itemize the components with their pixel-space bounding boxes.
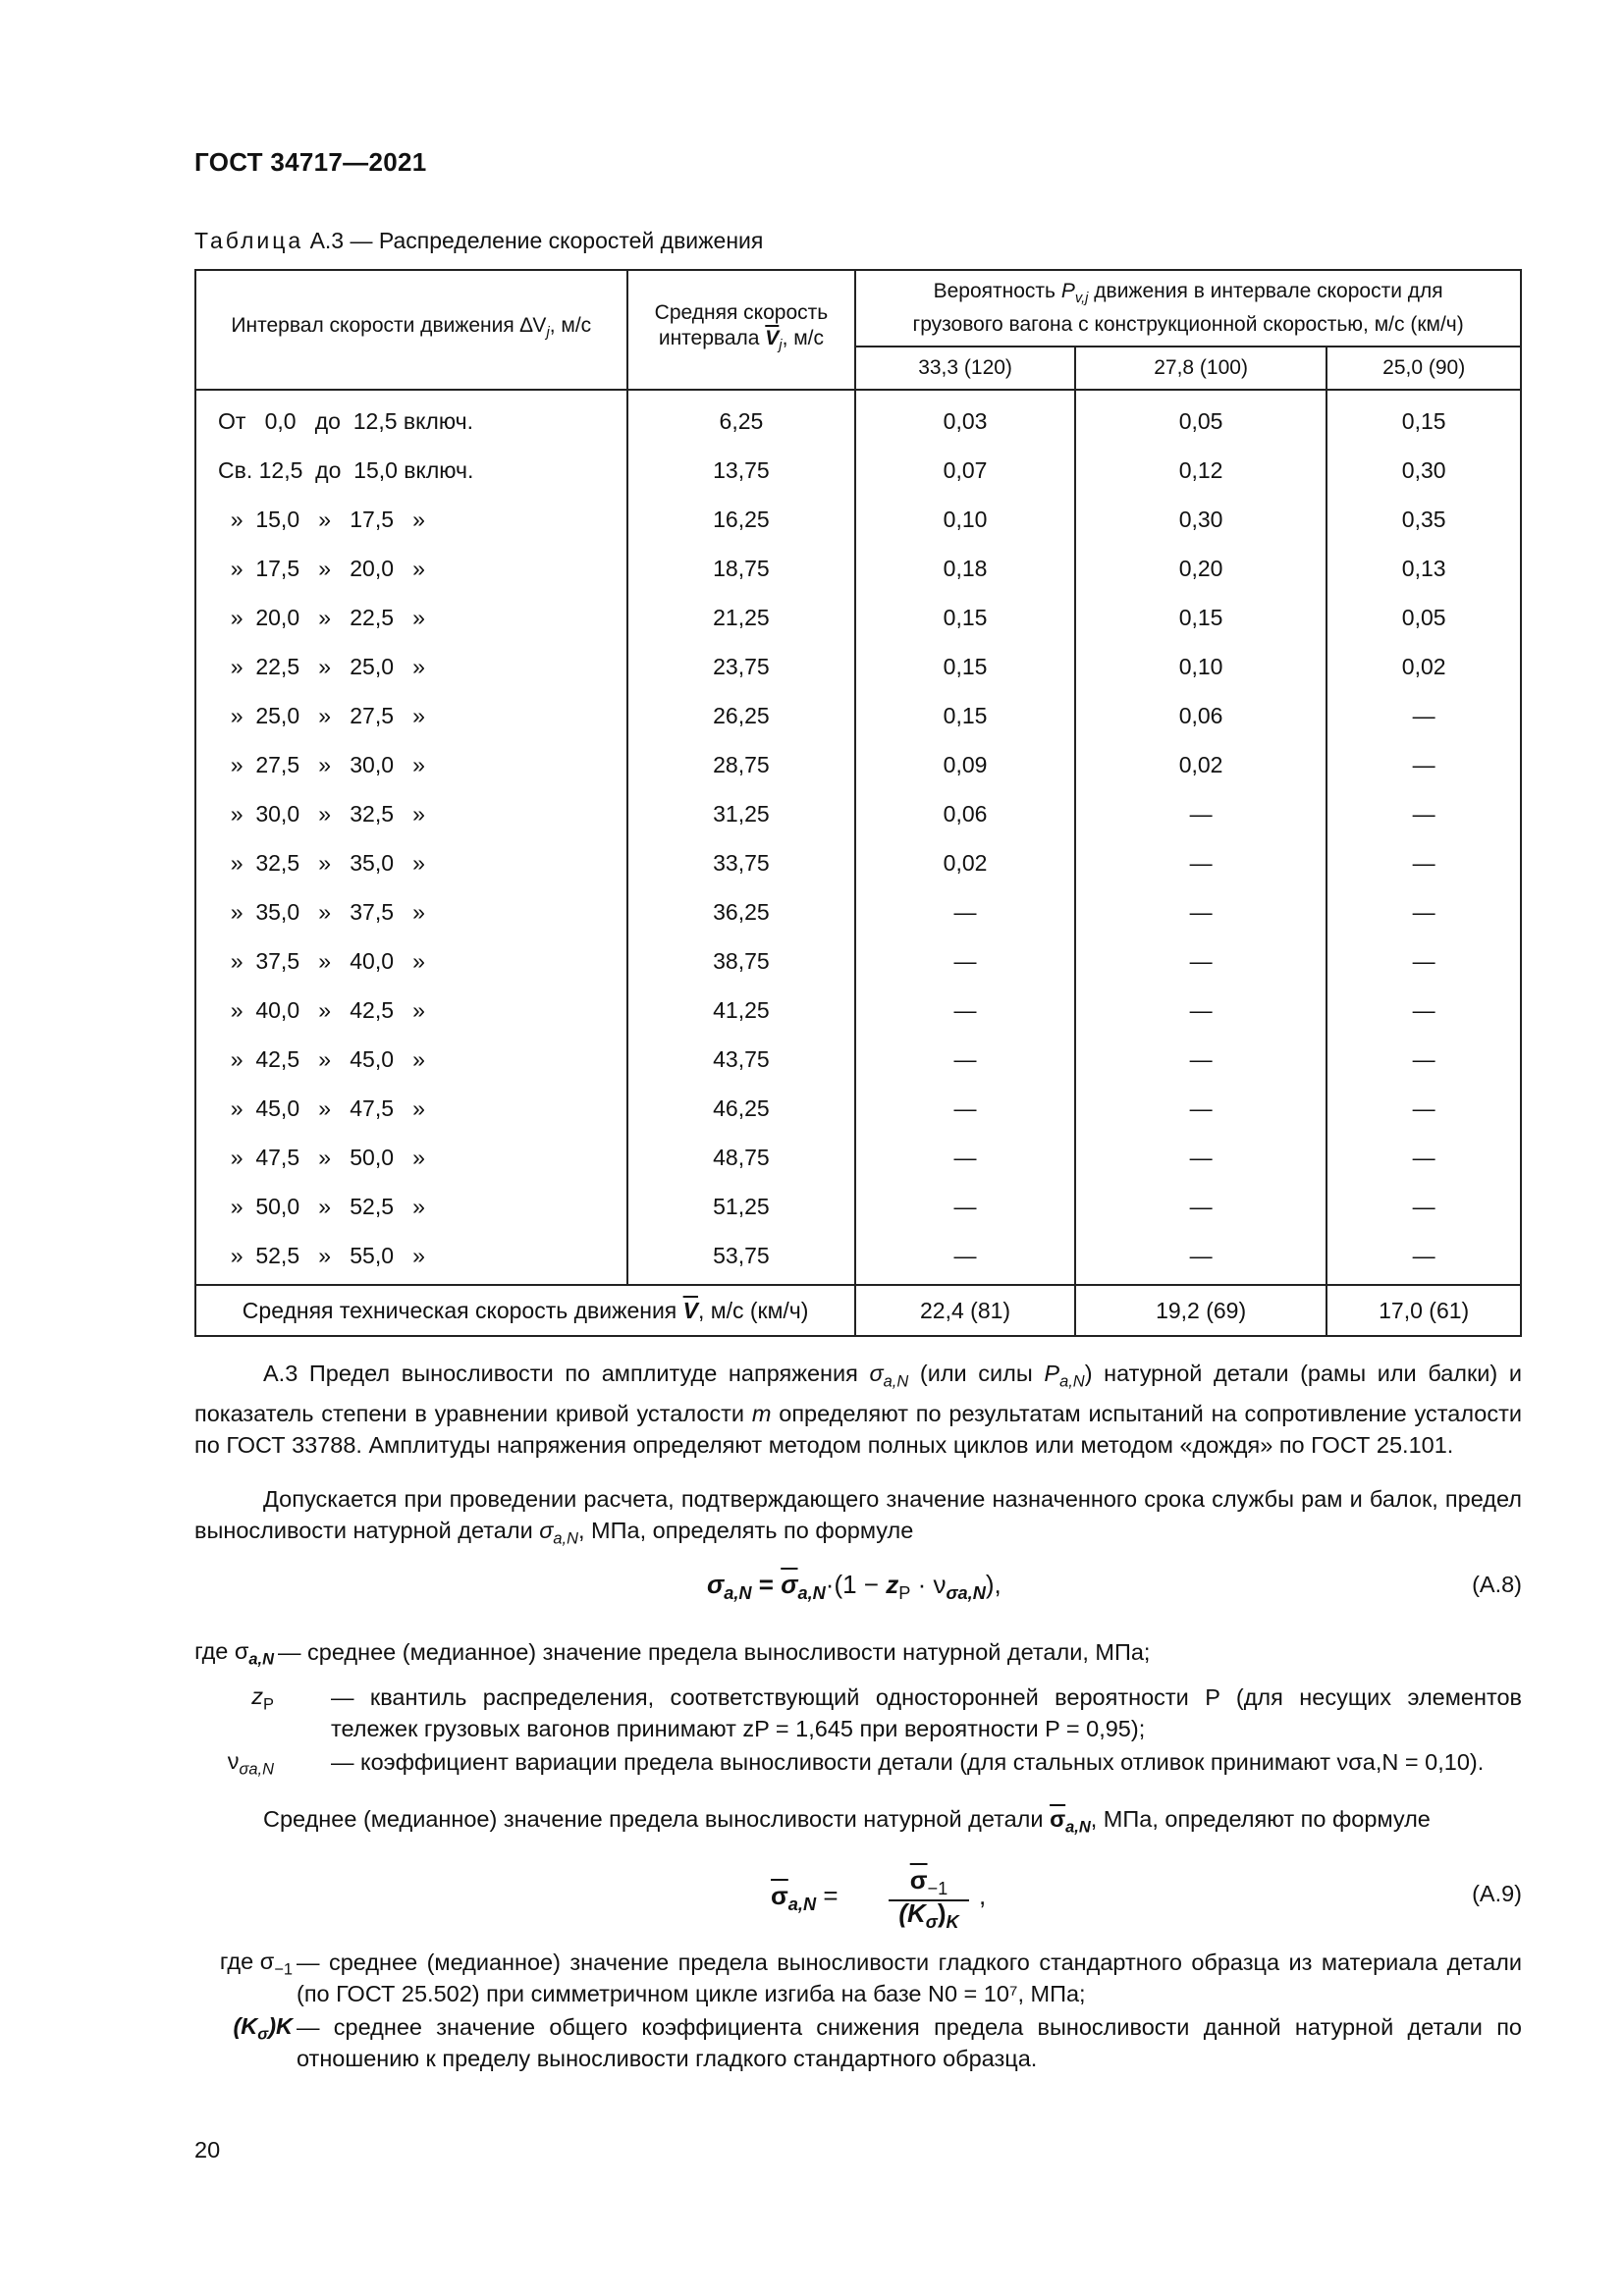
- interval-cell: » 20,0 » 22,5 »: [195, 593, 627, 642]
- average-speed-cell: 46,25: [627, 1084, 856, 1133]
- probability-120-cell: —: [855, 1231, 1075, 1285]
- interval-cell: » 40,0 » 42,5 »: [195, 986, 627, 1035]
- probability-100-cell: —: [1075, 1182, 1327, 1231]
- probability-100-cell: —: [1075, 1035, 1327, 1084]
- average-speed-cell: 38,75: [627, 936, 856, 986]
- probability-120-cell: —: [855, 1084, 1075, 1133]
- header-average-speed: Средняя скорость интервала $\overline{V}_j$, м/с: [627, 270, 856, 390]
- average-speed-cell: 53,75: [627, 1231, 856, 1285]
- table-row: [195, 495, 1521, 544]
- table-row: [195, 936, 1521, 986]
- def-a8-text-3: — коэффициент вариации предела выносливости детали (для стальных отливок принимают νσa,N = 0,10).: [331, 1749, 1485, 1775]
- interval-cell: » 17,5 » 20,0 »: [195, 544, 627, 593]
- probability-100-cell: —: [1075, 887, 1327, 936]
- header-speed-100: 27,8 (100): [1075, 347, 1327, 390]
- probability-100-cell: 0,15: [1075, 593, 1327, 642]
- probability-100-cell: 0,20: [1075, 544, 1327, 593]
- page-header: ГОСТ 34717—2021: [194, 147, 427, 177]
- interval-cell: » 32,5 » 35,0 »: [195, 838, 627, 887]
- interval-cell: » 27,5 » 30,0 »: [195, 740, 627, 789]
- probability-100-cell: —: [1075, 1231, 1327, 1285]
- probability-90-cell: —: [1326, 838, 1521, 887]
- probability-120-cell: 0,15: [855, 593, 1075, 642]
- probability-90-cell: —: [1326, 1231, 1521, 1285]
- average-speed-cell: 13,75: [627, 446, 856, 495]
- footer-value-100: 19,2 (69): [1075, 1285, 1327, 1336]
- probability-100-cell: 0,06: [1075, 691, 1327, 740]
- table-caption-label: Таблица: [194, 228, 304, 253]
- average-speed-cell: 41,25: [627, 986, 856, 1035]
- def-a8-term-2: $z_P$: [251, 1683, 274, 1714]
- probability-100-cell: —: [1075, 1133, 1327, 1182]
- probability-120-cell: 0,07: [855, 446, 1075, 495]
- average-speed-cell: 21,25: [627, 593, 856, 642]
- table-row: [195, 544, 1521, 593]
- probability-90-cell: —: [1326, 1035, 1521, 1084]
- average-speed-cell: 23,75: [627, 642, 856, 691]
- table-caption: [194, 228, 763, 254]
- probability-90-cell: —: [1326, 1133, 1521, 1182]
- interval-cell: » 52,5 » 55,0 »: [195, 1231, 627, 1285]
- interval-cell: » 35,0 » 37,5 »: [195, 887, 627, 936]
- average-speed-cell: 26,25: [627, 691, 856, 740]
- paragraph-allowance: Допускается при проведении расчета, подтверждающего значение назначенного срока службы рам и балок, предел выносливости натурной детали $\sigma_{a,N}$, МПа, определять по формуле: [194, 1486, 1522, 1548]
- probability-100-cell: 0,02: [1075, 740, 1327, 789]
- footer-value-120: 22,4 (81): [855, 1285, 1075, 1336]
- probability-120-cell: 0,15: [855, 691, 1075, 740]
- table-row: [195, 789, 1521, 838]
- table-row: [195, 691, 1521, 740]
- formula-a8-number: (А.8): [1472, 1572, 1522, 1597]
- probability-90-cell: —: [1326, 1084, 1521, 1133]
- def-a8-term-1: где $\sigma_{a,N}$: [194, 1638, 274, 1669]
- average-speed-cell: 48,75: [627, 1133, 856, 1182]
- def-a9-text-2: — среднее значение общего коэффициента снижения предела выносливости данной натурной детали по отношению к пределу выносливости гладкого стандартного образца.: [297, 2014, 1522, 2071]
- table-caption-text: А.3 — Распределение скоростей движения: [303, 228, 764, 253]
- average-speed-cell: 16,25: [627, 495, 856, 544]
- header-speed-90: 25,0 (90): [1326, 347, 1521, 390]
- average-speed-cell: 51,25: [627, 1182, 856, 1231]
- probability-100-cell: —: [1075, 1084, 1327, 1133]
- interval-cell: Св. 12,5 до 15,0 включ.: [195, 446, 627, 495]
- footer-average-technical-speed-label: Средняя техническая скорость движения $\overline{V}$, м/с (км/ч): [195, 1285, 855, 1336]
- average-speed-cell: 31,25: [627, 789, 856, 838]
- table-row: [195, 593, 1521, 642]
- interval-cell: От 0,0 до 12,5 включ.: [195, 390, 627, 446]
- formula-a9-numerator: $\overline{\sigma}_{-1}$: [889, 1865, 969, 1901]
- probability-90-cell: 0,30: [1326, 446, 1521, 495]
- table-row: [195, 390, 1521, 446]
- probability-100-cell: 0,30: [1075, 495, 1327, 544]
- average-speed-cell: 43,75: [627, 1035, 856, 1084]
- probability-120-cell: —: [855, 1035, 1075, 1084]
- interval-cell: » 47,5 » 50,0 »: [195, 1133, 627, 1182]
- table-row: [195, 838, 1521, 887]
- probability-120-cell: —: [855, 986, 1075, 1035]
- probability-90-cell: —: [1326, 887, 1521, 936]
- probability-120-cell: 0,06: [855, 789, 1075, 838]
- average-speed-cell: 33,75: [627, 838, 856, 887]
- table-row: [195, 740, 1521, 789]
- def-a8-text-1: — среднее (медианное) значение предела выносливости натурной детали, МПа;: [278, 1639, 1151, 1665]
- probability-90-cell: —: [1326, 740, 1521, 789]
- def-a9-term-1: где $\sigma_{-1}$: [219, 1949, 293, 1979]
- interval-cell: » 42,5 » 45,0 »: [195, 1035, 627, 1084]
- probability-120-cell: 0,09: [855, 740, 1075, 789]
- interval-cell: » 15,0 » 17,5 »: [195, 495, 627, 544]
- table-body: [195, 390, 1521, 1285]
- probability-100-cell: —: [1075, 936, 1327, 986]
- probability-90-cell: 0,05: [1326, 593, 1521, 642]
- probability-120-cell: 0,02: [855, 838, 1075, 887]
- header-speed-120: 33,3 (120): [855, 347, 1075, 390]
- probability-120-cell: —: [855, 887, 1075, 936]
- interval-cell: » 37,5 » 40,0 »: [195, 936, 627, 986]
- average-speed-cell: 28,75: [627, 740, 856, 789]
- table-row: [195, 1182, 1521, 1231]
- probability-120-cell: 0,10: [855, 495, 1075, 544]
- probability-120-cell: 0,18: [855, 544, 1075, 593]
- footer-value-90: 17,0 (61): [1326, 1285, 1521, 1336]
- paragraph-median-intro: Среднее (медианное) значение предела выносливости натурной детали $\overline{\sigma}_{a,N}$, МПа, определяют по формуле: [263, 1806, 1431, 1837]
- def-a9-term-2: $(K_\sigma)K$: [233, 2013, 293, 2044]
- probability-100-cell: 0,12: [1075, 446, 1327, 495]
- average-speed-cell: 36,25: [627, 887, 856, 936]
- table-row: [195, 1084, 1521, 1133]
- header-probability: Вероятность $P_{v,j}$ движения в интервале скорости для грузового вагона с конструкционной скоростью, м/с (км/ч): [855, 270, 1521, 347]
- probability-90-cell: —: [1326, 936, 1521, 986]
- table-row: [195, 642, 1521, 691]
- speed-distribution-table: [194, 269, 1522, 1337]
- interval-cell: » 22,5 » 25,0 »: [195, 642, 627, 691]
- probability-100-cell: —: [1075, 789, 1327, 838]
- probability-90-cell: —: [1326, 1182, 1521, 1231]
- probability-100-cell: —: [1075, 838, 1327, 887]
- table-row: [195, 986, 1521, 1035]
- average-speed-cell: 18,75: [627, 544, 856, 593]
- paragraph-a3: А.3 Предел выносливости по амплитуде напряжения $\sigma_{a,N}$ (или силы $P_{a,N}$) натурной детали (рамы или балки) и показатель степени в уравнении кривой усталости m определяют по результатам испытаний на сопротивление усталости по ГОСТ 33788. Амплитуды напряжения определяют методом полных циклов или методом «дождя» по ГОСТ 25.101.: [194, 1361, 1523, 1458]
- probability-120-cell: 0,03: [855, 390, 1075, 446]
- table-row: [195, 1133, 1521, 1182]
- probability-90-cell: —: [1326, 986, 1521, 1035]
- probability-90-cell: —: [1326, 691, 1521, 740]
- probability-100-cell: —: [1075, 986, 1327, 1035]
- probability-100-cell: 0,10: [1075, 642, 1327, 691]
- probability-100-cell: 0,05: [1075, 390, 1327, 446]
- interval-cell: » 25,0 » 27,5 »: [195, 691, 627, 740]
- average-speed-cell: 6,25: [627, 390, 856, 446]
- probability-120-cell: —: [855, 936, 1075, 986]
- table-row: [195, 1035, 1521, 1084]
- header-interval: Интервал скорости движения $\Delta V_j$, м/с: [195, 270, 627, 390]
- probability-90-cell: 0,35: [1326, 495, 1521, 544]
- formula-a8: $\sigma_{a,N} = \overline{\sigma}_{a,N}\cdot(1 - z_P \cdot \nu_{\sigma a,N})$,: [707, 1570, 1001, 1604]
- probability-120-cell: —: [855, 1133, 1075, 1182]
- probability-90-cell: 0,13: [1326, 544, 1521, 593]
- interval-cell: » 45,0 » 47,5 »: [195, 1084, 627, 1133]
- table-row: [195, 887, 1521, 936]
- table-row: [195, 446, 1521, 495]
- formula-a9-number: (А.9): [1472, 1881, 1522, 1906]
- def-a9-text-1: — среднее (медианное) значение предела выносливости гладкого стандартного образца из материала детали (по ГОСТ 25.502) при симметричном цикле изгиба на базе N0 = 10⁷, МПа;: [297, 1949, 1522, 2006]
- probability-90-cell: 0,02: [1326, 642, 1521, 691]
- probability-120-cell: 0,15: [855, 642, 1075, 691]
- probability-120-cell: —: [855, 1182, 1075, 1231]
- interval-cell: » 30,0 » 32,5 »: [195, 789, 627, 838]
- def-a8-term-3: $\nu_{\sigma a,N}$: [227, 1748, 274, 1779]
- probability-90-cell: —: [1326, 789, 1521, 838]
- def-a8-text-2: — квантиль распределения, соответствующий односторонней вероятности P (для несущих элементов тележек грузовых вагонов принимают zP = 1,645 при вероятности P = 0,95);: [331, 1684, 1522, 1741]
- interval-cell: » 50,0 » 52,5 »: [195, 1182, 627, 1231]
- page-number: 20: [194, 2137, 221, 2163]
- formula-a9-denominator: $(K_\sigma)_K$: [898, 1898, 959, 1933]
- table-row: [195, 1231, 1521, 1285]
- probability-90-cell: 0,15: [1326, 390, 1521, 446]
